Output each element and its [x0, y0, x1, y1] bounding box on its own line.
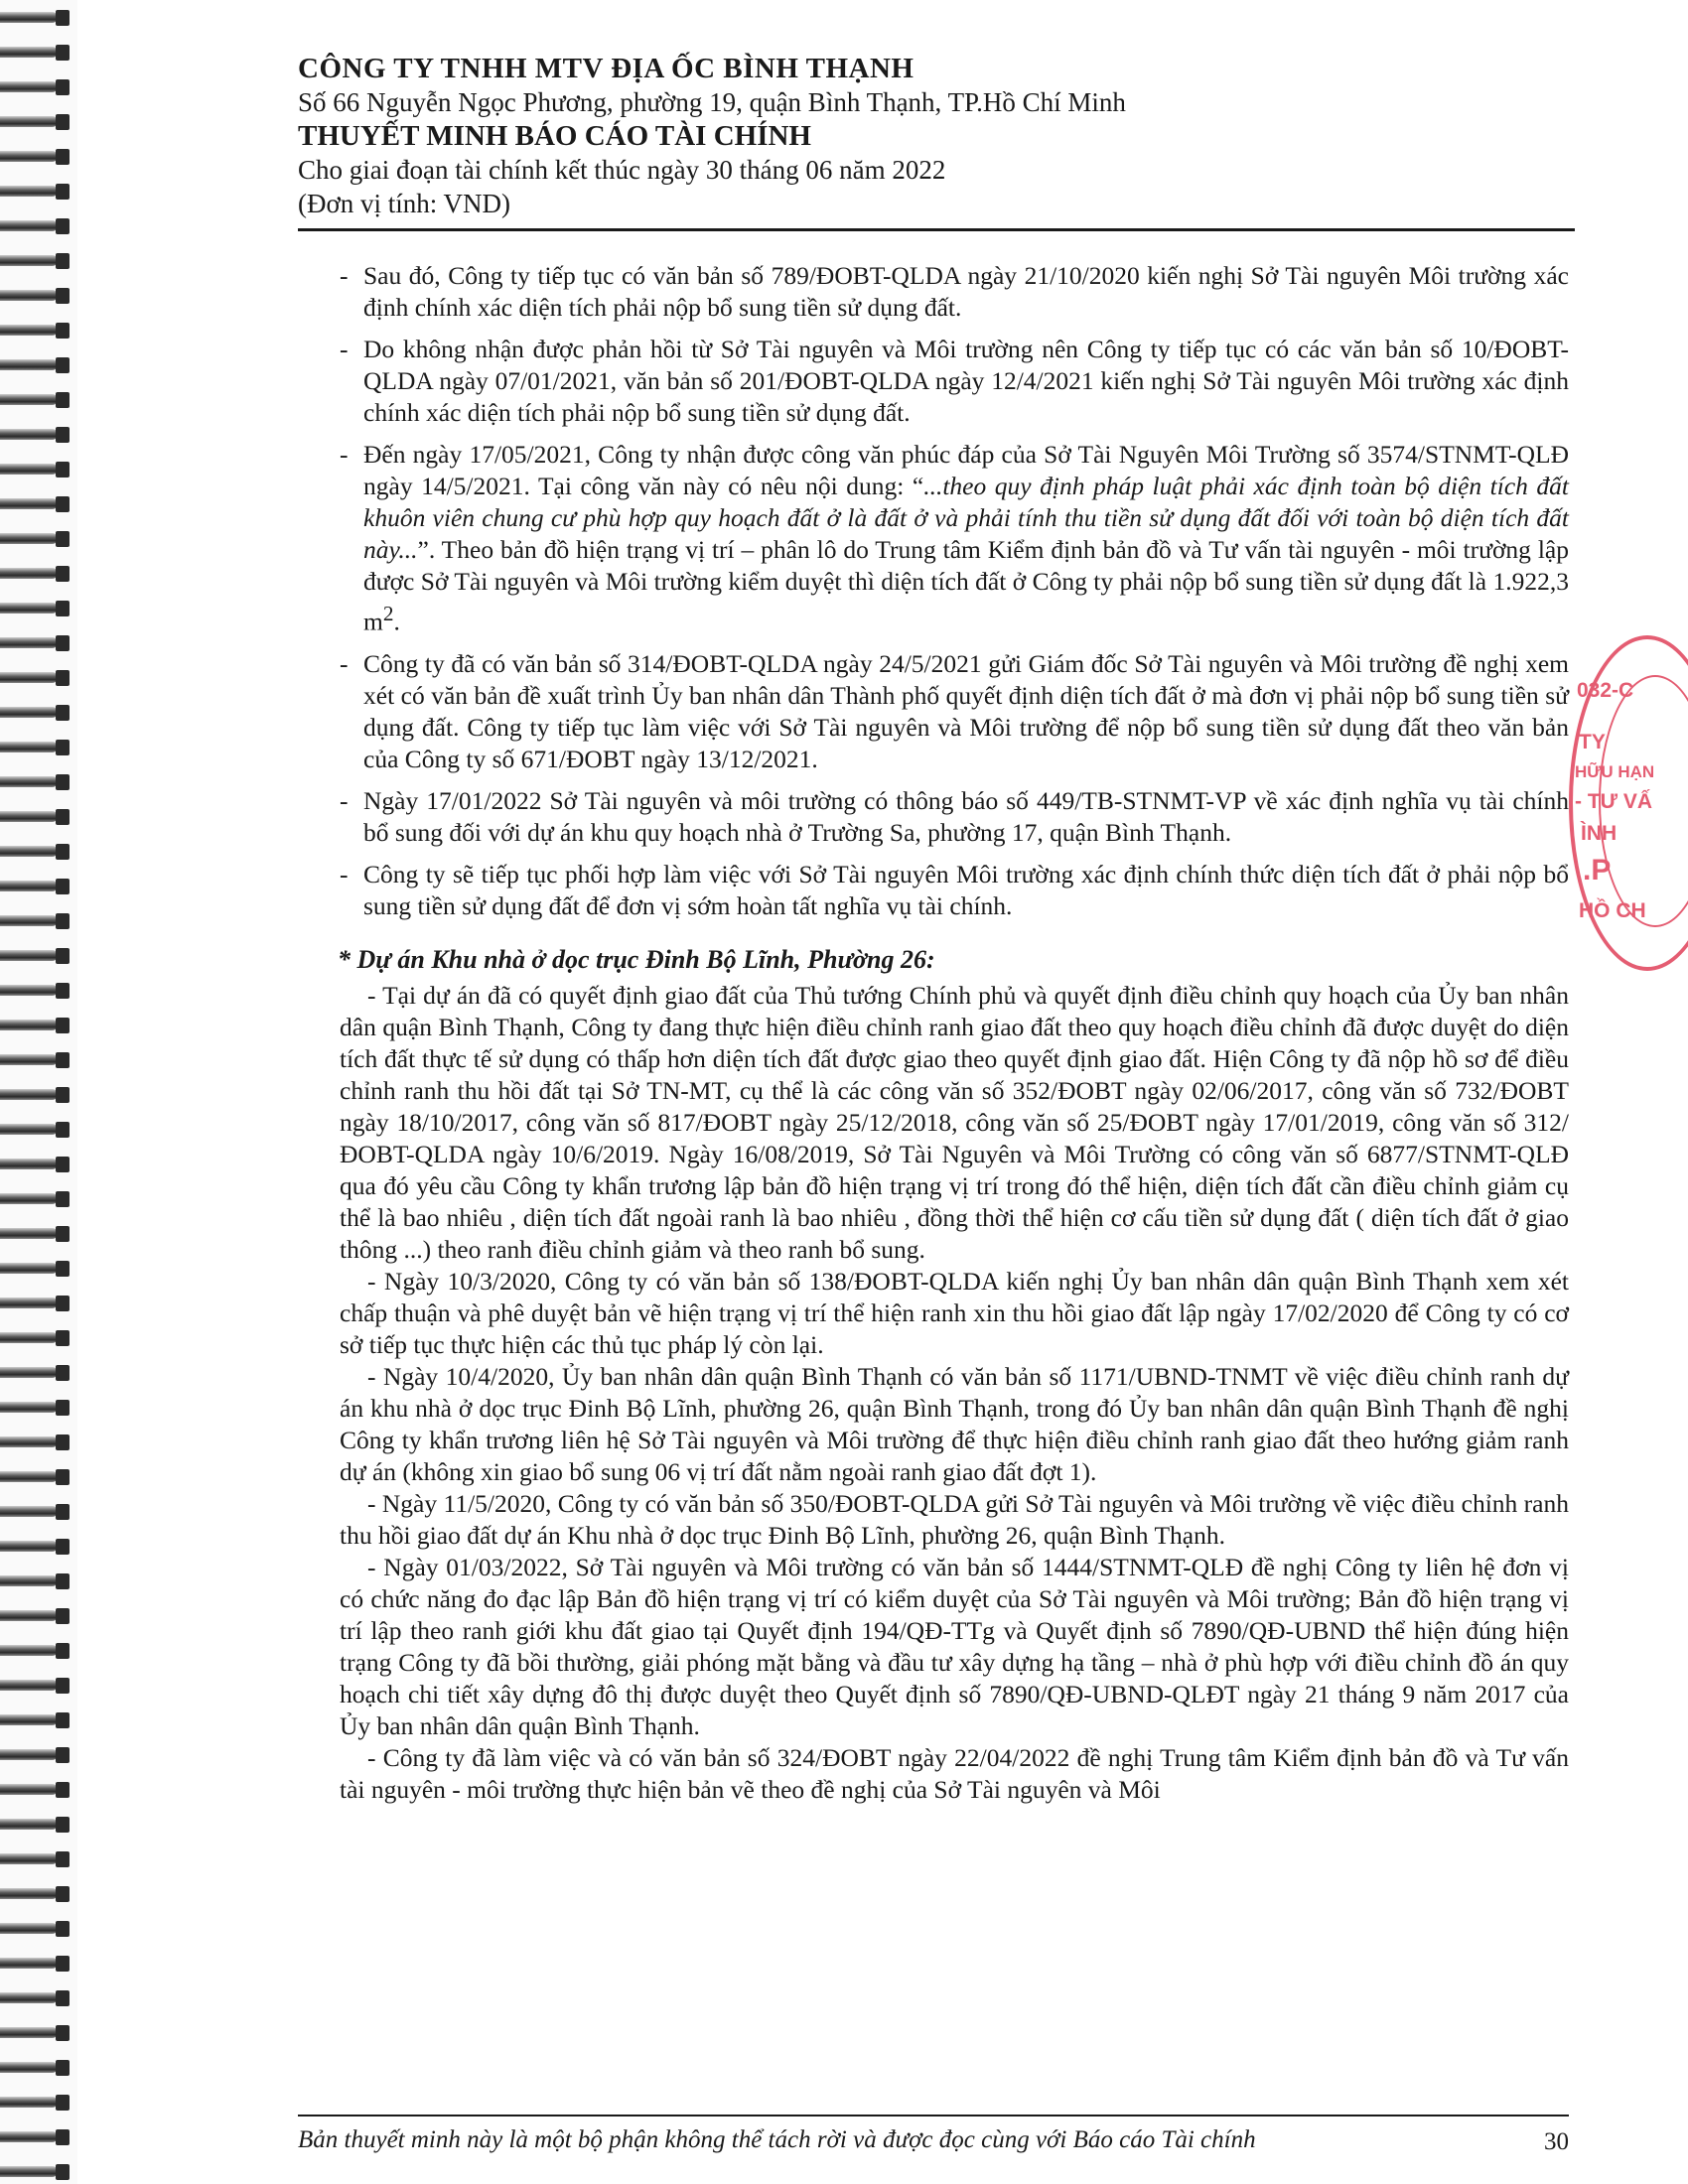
binding-ring: [0, 738, 73, 757]
binding-hole: [56, 913, 70, 929]
binding-ring: [0, 1919, 73, 1939]
binding-hole: [56, 1296, 70, 1311]
binding-ring: [0, 494, 73, 514]
binding-wire: [0, 220, 58, 231]
binding-hole: [56, 1434, 70, 1450]
bullet-text-end: .: [393, 607, 400, 636]
binding-ring: [0, 529, 73, 549]
binding-ring: [0, 2023, 73, 2043]
binding-hole: [56, 1087, 70, 1103]
binding-ring: [0, 1328, 73, 1348]
binding-hole: [56, 635, 70, 651]
binding-hole: [56, 1956, 70, 1972]
binding-ring: [0, 1606, 73, 1626]
binding-ring: [0, 77, 73, 97]
bullet-text-before: Đến ngày 17/05/2021, Công ty nhận được công văn phúc đáp của Sở Tài Nguyên Môi Trường số 3574/STNMT-QLĐ ngày 14/5/2021. Tại công văn này có nêu nội dung: “: [363, 440, 1569, 500]
bullet-text: Công ty đã có văn bản số 314/ĐOBT-QLDA ngày 24/5/2021 gửi Giám đốc Sở Tài nguyên và Môi trường đề nghị xem xét có văn bản đề xuất trình Ủy ban nhân dân Thành phố quyết định diện tích đất ở mà đơn vị phải nộp bổ sung tiền sử dụng đất. Công ty tiếp tục làm việc với Sở Tài nguyên và Môi trường để nộp bổ sung tiền sử dụng đất theo văn bản của Công ty số 671/ĐOBT ngày 13/12/2021.: [363, 648, 1569, 773]
binding-hole: [56, 2095, 70, 2111]
binding-ring: [0, 772, 73, 792]
binding-ring: [0, 807, 73, 827]
bullet-text-after: ”. Theo bản đồ hiện trạng vị trí – phân lô do Trung tâm Kiểm định bản đồ và Tư vấn tài nguyên - môi trường lập được Sở Tài nguyên và Môi trường kiểm duyệt thì diện tích đất ở Công ty phải nộp bổ sung tiền sử dụng đất là 1.922,3 m: [363, 535, 1569, 636]
binding-hole: [56, 2025, 70, 2041]
binding-hole: [56, 2060, 70, 2076]
document-body: [340, 260, 1569, 1806]
seal-text: HỒ CH: [1579, 899, 1646, 922]
seal-text: ÌNH: [1581, 822, 1618, 845]
binding-hole: [56, 1712, 70, 1728]
binding-wire: [0, 1471, 58, 1482]
binding-wire: [0, 116, 58, 127]
binding-ring: [0, 1884, 73, 1904]
binding-hole: [56, 149, 70, 165]
bullet-item: - Sau đó, Công ty tiếp tục có văn bản số 789/ĐOBT-QLDA ngày 21/10/2020 kiến nghị Sở Tài nguyên Môi trường xác định chính xác diện tích phải nộp bổ sung tiền sử dụng đất.: [340, 261, 1569, 322]
binding-wire: [0, 47, 58, 58]
binding-wire: [0, 429, 58, 440]
seal-text: .P: [1583, 854, 1612, 887]
binding-hole: [56, 844, 70, 860]
binding-ring: [0, 1294, 73, 1313]
binding-wire: [0, 290, 58, 301]
binding-ring: [0, 2162, 73, 2182]
binding-ring: [0, 1016, 73, 1035]
binding-hole: [56, 79, 70, 95]
binding-hole: [56, 1851, 70, 1867]
binding-wire: [0, 1888, 58, 1899]
bullet-text: Ngày 17/01/2022 Sở Tài nguyên và môi trường có thông báo số 449/TB-STNMT-VP về xác định nghĩa vụ tài chính bổ sung đối với dự án khu quy hoạch nhà ở Trường Sa, phường 17, quận Bình Thạnh.: [363, 785, 1569, 847]
binding-wire: [0, 1749, 58, 1760]
binding-ring: [0, 1988, 73, 2008]
binding-hole: [56, 1921, 70, 1937]
binding-ring: [0, 460, 73, 479]
binding-ring: [0, 1120, 73, 1140]
binding-wire: [0, 846, 58, 857]
binding-ring: [0, 1085, 73, 1105]
company-name: CÔNG TY TNHH MTV ĐỊA ỐC BÌNH THẠNH: [298, 53, 914, 84]
seal-text: HỮU HẠN: [1575, 762, 1655, 781]
binding-wire: [0, 1610, 58, 1621]
bullet-text: Công ty sẽ tiếp tục phối hợp làm việc với Sở Tài nguyên Môi trường xác định chính thức diện tích đất ở phải nộp bổ sung tiền sử dụng đất để đơn vị sớm hoàn tất nghĩa vụ tài chính.: [363, 859, 1569, 920]
binding-wire: [0, 1367, 58, 1378]
binding-wire: [0, 1436, 58, 1447]
binding-hole: [56, 462, 70, 478]
binding-hole: [56, 1018, 70, 1033]
paragraph: - Công ty đã làm việc và có văn bản số 324/ĐOBT ngày 22/04/2022 đề nghị Trung tâm Kiểm định bản đồ và Tư vấn tài nguyên - môi trường thực hiện bản vẽ theo đề nghị của Sở Tài nguyên và Môi: [340, 1742, 1569, 1804]
binding-hole: [56, 1191, 70, 1207]
binding-ring: [0, 112, 73, 132]
binding-wire: [0, 1263, 58, 1274]
binding-ring: [0, 1815, 73, 1835]
binding-ring: [0, 599, 73, 618]
binding-hole: [56, 392, 70, 408]
binding-hole: [56, 740, 70, 755]
binding-ring: [0, 321, 73, 341]
binding-hole: [56, 184, 70, 200]
paragraph: - Ngày 10/4/2020, Ủy ban nhân dân quận Bình Thạnh có văn bản số 1171/UBND-TNMT về việc điều chỉnh ranh dự án khu nhà ở dọc trục Đinh Bộ Lĩnh, phường 26, quận Bình Thạnh, trong đó Ủy ban nhân dân quận Bình Thạnh đề nghị Công ty khẩn trương liên hệ Sở Tài nguyên và Môi trường để thực hiện điều chỉnh ranh giao đất theo hướng giảm ranh dự án (không xin giao bổ sung 06 vị trí đất nằm ngoài ranh giao đất đợt 1).: [340, 1361, 1569, 1486]
binding-hole: [56, 809, 70, 825]
binding-ring: [0, 946, 73, 966]
binding-hole: [56, 1226, 70, 1242]
binding-wire: [0, 186, 58, 197]
binding-ring: [0, 703, 73, 723]
binding-hole: [56, 288, 70, 304]
binding-hole: [56, 114, 70, 130]
binding-wire: [0, 255, 58, 266]
binding-wire: [0, 1992, 58, 2003]
binding-wire: [0, 2166, 58, 2177]
binding-wire: [0, 1575, 58, 1586]
binding-ring: [0, 425, 73, 445]
binding-wire: [0, 394, 58, 405]
binding-wire: [0, 2097, 58, 2108]
bullet-item: - Công ty đã có văn bản số 314/ĐOBT-QLDA ngày 24/5/2021 gửi Giám đốc Sở Tài nguyên và Môi trường đề nghị xem xét có văn bản đề xuất trình Ủy ban nhân dân Thành phố quyết định diện tích đất ở mà đơn vị phải nộp bổ sung tiền sử dụng đất. Công ty tiếp tục làm việc với Sở Tài nguyên và Môi trường để nộp bổ sung tiền sử dụng đất theo văn bản của Công ty số 671/ĐOBT ngày 13/12/2021.: [340, 648, 1569, 773]
binding-hole: [56, 1365, 70, 1381]
binding-hole: [56, 253, 70, 269]
company-address: Số 66 Nguyễn Ngọc Phương, phường 19, quận Bình Thạnh, TP.Hồ Chí Minh: [298, 87, 1126, 117]
binding-hole: [56, 1261, 70, 1277]
binding-wire: [0, 1054, 58, 1065]
binding-wire: [0, 1541, 58, 1552]
binding-hole: [56, 1678, 70, 1694]
spiral-binding: [0, 0, 77, 2184]
binding-wire: [0, 1193, 58, 1204]
binding-ring: [0, 216, 73, 236]
binding-ring: [0, 1571, 73, 1591]
binding-ring: [0, 147, 73, 167]
binding-hole: [56, 1990, 70, 2006]
binding-ring: [0, 1398, 73, 1418]
bullet-item: - Ngày 17/01/2022 Sở Tài nguyên và môi trường có thông báo số 449/TB-STNMT-VP về xác định nghĩa vụ tài chính bổ sung đối với dự án khu quy hoạch nhà ở Trường Sa, phường 17, quận Bình Thạnh.: [340, 785, 1569, 847]
binding-hole: [56, 218, 70, 234]
binding-wire: [0, 1297, 58, 1308]
binding-ring: [0, 1710, 73, 1730]
seal-text: TY: [1579, 731, 1606, 753]
binding-wire: [0, 1020, 58, 1030]
binding-hole: [56, 983, 70, 999]
binding-ring: [0, 911, 73, 931]
page-footer: [298, 2115, 1569, 2154]
bullet-item: - Đến ngày 17/05/2021, Công ty nhận được công văn phúc đáp của Sở Tài Nguyên Môi Trường số 3574/STNMT-QLĐ ngày 14/5/2021. Tại công văn này có nêu nội dung: “...theo quy định pháp luật phải xác định toàn bộ diện tích đất khuôn viên chung cư phù hợp quy hoạch đất ở là đất ở và phải tính thu tiền sử dụng đất đối với toàn bộ diện tích đất này...”. Theo bản đồ hiện trạng vị trí – phân lô do Trung tâm Kiểm định bản đồ và Tư vấn tài nguyên - môi trường lập được Sở Tài nguyên và Môi trường kiểm duyệt thì diện tích đất ở Công ty phải nộp bổ sung tiền sử dụng đất là 1.922,3 $m^2$.: [340, 440, 1569, 636]
binding-hole: [56, 879, 70, 894]
binding-wire: [0, 707, 58, 718]
binding-wire: [0, 1819, 58, 1830]
binding-ring: [0, 8, 73, 28]
binding-wire: [0, 1332, 58, 1343]
binding-wire: [0, 672, 58, 683]
page-header: [298, 52, 1569, 220]
binding-wire: [0, 1506, 58, 1517]
area-superscript: 2: [382, 602, 394, 625]
binding-wire: [0, 464, 58, 475]
binding-wire: [0, 2027, 58, 2038]
binding-hole: [56, 1608, 70, 1624]
paragraph: - Ngày 10/3/2020, Công ty có văn bản số 138/ĐOBT-QLDA kiến nghị Ủy ban nhân dân quận Bình Thạnh xem xét chấp thuận và phê duyệt bản vẽ hiện trạng vị trí thể hiện ranh xin thu hồi giao đất lập ngày 17/02/2020 để Công ty có cơ sở tiếp tục thực hiện các thủ tục pháp lý còn lại.: [340, 1266, 1569, 1359]
bullet-item: - Do không nhận được phản hồi từ Sở Tài nguyên và Môi trường nên Công ty tiếp tục có các văn bản số 10/ĐOBT-QLDA ngày 07/01/2021, văn bản số 201/ĐOBT-QLDA ngày 12/4/2021 kiến nghị Sở Tài nguyên Môi trường xác định chính xác diện tích phải nộp bổ sung tiền sử dụng đất.: [340, 335, 1569, 427]
binding-wire: [0, 742, 58, 752]
binding-hole: [56, 1643, 70, 1659]
binding-hole: [56, 1400, 70, 1416]
bullet-quote: ...theo quy định pháp luật phải xác định toàn bộ diện tích đất khuôn viên chung cư phù hợp quy hoạch đất ở là đất ở và phải tính thu tiền sử dụng đất đối với toàn bộ diện tích đất này...: [363, 472, 1569, 564]
binding-ring: [0, 668, 73, 688]
binding-ring: [0, 1467, 73, 1487]
binding-hole: [56, 1330, 70, 1346]
binding-wire: [0, 325, 58, 336]
binding-hole: [56, 2129, 70, 2145]
page-number: 30: [1544, 2128, 1569, 2155]
binding-ring: [0, 564, 73, 584]
binding-hole: [56, 1573, 70, 1589]
binding-ring: [0, 2093, 73, 2113]
binding-ring: [0, 1676, 73, 1696]
binding-ring: [0, 43, 73, 63]
binding-ring: [0, 1050, 73, 1070]
binding-ring: [0, 1849, 73, 1869]
binding-ring: [0, 182, 73, 202]
binding-wire: [0, 1784, 58, 1795]
binding-wire: [0, 1402, 58, 1413]
binding-hole: [56, 1817, 70, 1833]
footer-note: Bản thuyết minh này là một bộ phận không thể tách rời và được đọc cùng với Báo cáo Tài chính: [298, 2126, 1256, 2153]
seal-text: 032-C: [1577, 679, 1634, 702]
binding-wire: [0, 1680, 58, 1691]
binding-wire: [0, 568, 58, 579]
binding-wire: [0, 1124, 58, 1135]
header-divider: [298, 228, 1575, 231]
binding-wire: [0, 151, 58, 162]
binding-ring: [0, 1259, 73, 1279]
bullet-item: - Công ty sẽ tiếp tục phối hợp làm việc với Sở Tài nguyên Môi trường xác định chính thức diện tích đất ở phải nộp bổ sung tiền sử dụng đất để đơn vị sớm hoàn tất nghĩa vụ tài chính.: [340, 859, 1569, 920]
binding-ring: [0, 842, 73, 862]
binding-wire: [0, 1958, 58, 1969]
binding-ring: [0, 1224, 73, 1244]
binding-ring: [0, 390, 73, 410]
binding-ring: [0, 1502, 73, 1522]
binding-ring: [0, 633, 73, 653]
binding-ring: [0, 1537, 73, 1557]
binding-wire: [0, 603, 58, 614]
binding-hole: [56, 1122, 70, 1138]
binding-hole: [56, 2164, 70, 2180]
binding-wire: [0, 1159, 58, 1169]
binding-wire: [0, 915, 58, 926]
seal-text: - TƯ VẤ: [1575, 790, 1653, 813]
binding-wire: [0, 1714, 58, 1725]
binding-ring: [0, 251, 73, 271]
report-period: Cho giai đoạn tài chính kết thúc ngày 30 tháng 06 năm 2022: [298, 155, 946, 185]
binding-hole: [56, 357, 70, 373]
binding-wire: [0, 950, 58, 961]
bullet-text: Do không nhận được phản hồi từ Sở Tài nguyên và Môi trường nên Công ty tiếp tục có các văn bản số 10/ĐOBT-QLDA ngày 07/01/2021, văn bản số 201/ĐOBT-QLDA ngày 12/4/2021 kiến nghị Sở Tài nguyên Môi trường xác định chính xác diện tích phải nộp bổ sung tiền sử dụng đất.: [363, 335, 1569, 427]
binding-wire: [0, 2062, 58, 2073]
binding-wire: [0, 881, 58, 891]
binding-hole: [56, 1157, 70, 1172]
binding-hole: [56, 1504, 70, 1520]
binding-hole: [56, 566, 70, 582]
binding-wire: [0, 359, 58, 370]
binding-hole: [56, 1747, 70, 1763]
binding-ring: [0, 2058, 73, 2078]
binding-wire: [0, 12, 58, 23]
binding-hole: [56, 1052, 70, 1068]
binding-ring: [0, 877, 73, 896]
binding-hole: [56, 1782, 70, 1798]
binding-ring: [0, 2127, 73, 2147]
binding-hole: [56, 427, 70, 443]
binding-ring: [0, 1954, 73, 1974]
binding-wire: [0, 81, 58, 92]
binding-wire: [0, 2131, 58, 2142]
binding-ring: [0, 1363, 73, 1383]
binding-hole: [56, 45, 70, 61]
paragraph: - Ngày 01/03/2022, Sở Tài nguyên và Môi trường có văn bản số 1444/STNMT-QLĐ đề nghị Công ty liên hệ đơn vị có chức năng đo đạc lập Bản đồ hiện trạng vị trí có kiểm duyệt của Sở Tài nguyên và Môi trường; Bản đồ hiện trạng vị trí lập theo ranh giới khu đất giao tại Quyết định 194/QĐ-TTg và Quyết định số 7890/QĐ-UBND thể hiện đúng hiện trạng Công ty đã bồi thường, giải phóng mặt bằng và đầu tư xây dựng hạ tầng – nhà ở phù hợp với điều chỉnh đồ án quy hoạch chi tiết xây dựng đô thị được duyệt theo Quyết định số 7890/QĐ-UBND-QLĐT ngày 21 tháng 9 năm 2017 của Ủy ban nhân dân quận Bình Thạnh.: [340, 1552, 1569, 1740]
paragraph: - Tại dự án đã có quyết định giao đất của Thủ tướng Chính phủ và quyết định điều chỉnh quy hoạch của Ủy ban nhân dân quận Bình Thạnh, Công ty đang thực hiện điều chỉnh ranh giao đất theo quy hoạch điều chỉnh đã được duyệt do diện tích đất thực tế sử dụng có thấp hơn diện tích đất được giao theo quyết định giao đất. Hiện Công ty đã nộp hồ sơ để điều chỉnh ranh thu hồi đất tại Sở TN-MT, cụ thể là các công văn số 352/ĐOBT ngày 02/06/2017, công văn số 732/ĐOBT ngày 18/10/2017, công văn số 817/ĐOBT ngày 25/12/2018, công văn số 25/ĐOBT ngày 17/01/2019, công văn số 312/ĐOBT-QLDA ngày 10/6/2019. Ngày 16/08/2019, Sở Tài Nguyên và Môi Trường có công văn số 6877/STNMT-QLĐ qua đó yêu cầu Công ty khẩn trương lập bản đồ hiện trạng vị trí trong đó thể hiện, diện tích đất cần điều chỉnh giảm cụ thể là bao nhiêu , diện tích đất ngoài ranh là bao nhiêu , đồng thời thể hiện cơ cấu tiền sử dụng đất ( diện tích đất ở giao thông ...) theo ranh điều chỉnh giảm và theo ranh bổ sung.: [340, 980, 1569, 1264]
binding-hole: [56, 10, 70, 26]
binding-hole: [56, 323, 70, 339]
binding-ring: [0, 981, 73, 1001]
binding-hole: [56, 670, 70, 686]
report-title: THUYẾT MINH BÁO CÁO TÀI CHÍNH: [298, 120, 811, 152]
binding-hole: [56, 1539, 70, 1555]
bullet-text: Sau đó, Công ty tiếp tục có văn bản số 789/ĐOBT-QLDA ngày 21/10/2020 kiến nghị Sở Tài nguyên Môi trường xác định chính xác diện tích phải nộp bổ sung tiền sử dụng đất.: [363, 261, 1569, 322]
binding-wire: [0, 1645, 58, 1656]
binding-hole: [56, 774, 70, 790]
binding-wire: [0, 811, 58, 822]
binding-hole: [56, 948, 70, 964]
binding-wire: [0, 533, 58, 544]
binding-wire: [0, 1853, 58, 1864]
binding-ring: [0, 1641, 73, 1661]
paragraph: - Ngày 11/5/2020, Công ty có văn bản số 350/ĐOBT-QLDA gửi Sở Tài nguyên và Môi trường về việc điều chỉnh ranh thu hồi giao đất dự án Khu nhà ở dọc trục Đinh Bộ Lĩnh, phường 26, quận Bình Thạnh.: [340, 1488, 1569, 1550]
binding-wire: [0, 637, 58, 648]
binding-hole: [56, 601, 70, 616]
binding-wire: [0, 1089, 58, 1100]
binding-hole: [56, 496, 70, 512]
currency-unit: (Đơn vị tính: VND): [298, 189, 511, 218]
binding-ring: [0, 286, 73, 306]
binding-ring: [0, 355, 73, 375]
binding-wire: [0, 1228, 58, 1239]
binding-wire: [0, 498, 58, 509]
binding-wire: [0, 1923, 58, 1934]
binding-ring: [0, 1780, 73, 1800]
binding-hole: [56, 705, 70, 721]
binding-wire: [0, 776, 58, 787]
binding-ring: [0, 1189, 73, 1209]
binding-hole: [56, 1886, 70, 1902]
binding-wire: [0, 985, 58, 996]
binding-ring: [0, 1745, 73, 1765]
binding-ring: [0, 1433, 73, 1452]
binding-ring: [0, 1155, 73, 1174]
binding-hole: [56, 531, 70, 547]
binding-hole: [56, 1469, 70, 1485]
section-title: * Dự án Khu nhà ở dọc trục Đinh Bộ Lĩnh, Phường 26:: [338, 944, 935, 974]
company-seal-stamp: [1569, 635, 1688, 971]
